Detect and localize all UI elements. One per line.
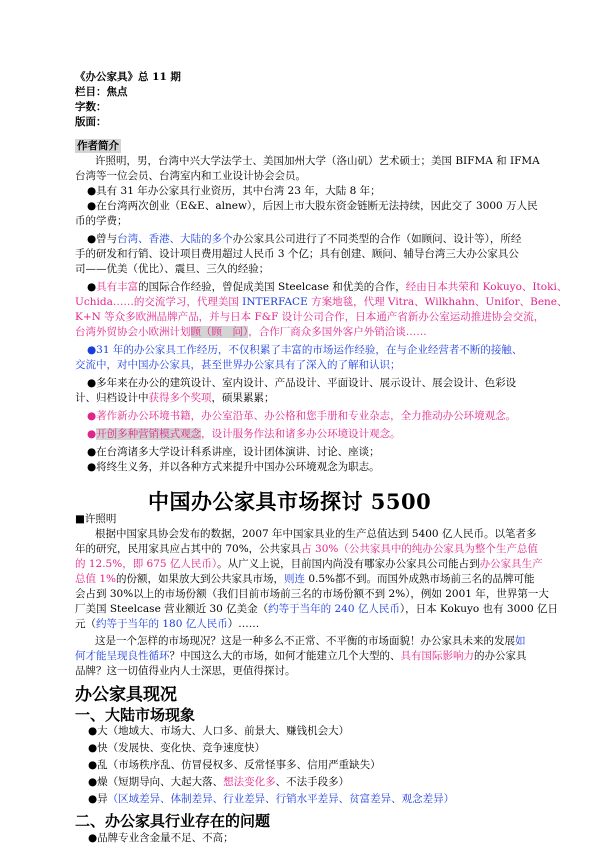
paragraph-line: 这是一个怎样的市场现况？这是一种多么不正常、不平衡的市场面貌！办公家具未来的发展如 xyxy=(95,635,526,647)
market-item: ●大（地域大、市场大、人口多、前景大、赚钱机会大） xyxy=(88,725,350,737)
bio-item: ●具有 31 年办公家具行业资历，其中台湾 23 年，大陆 8 年； xyxy=(87,185,381,197)
section-heading: 办公家具现况 xyxy=(75,685,177,705)
bio-item: ●开创多种营销模式观念，设计服务作法和诸多办公环境设计观念。 xyxy=(87,428,401,440)
bio-item-cont: K+N 等众多欧洲品牌产品，并与日本 F&F 设计公司合作，日本通产省新办公室运动推进协会交流， xyxy=(75,311,545,323)
bullet-icon: ● xyxy=(87,446,97,458)
problem-item: ●品牌专业含金量不足、不高； xyxy=(88,832,234,844)
bio-item-cont: 计、归档设计中获得多个奖项，硕果累累； xyxy=(75,392,275,404)
bio-item: ●著作新办公环境书籍，办公室沿革、办公格和您手册和专业杂志，全力推动办公环境观念。 xyxy=(87,410,517,422)
bio-item: ●在台湾两次创业（E&E、alnew），后因上市大股东资金链断无法持续，因此交了 3000 万人民 xyxy=(87,200,538,212)
bio-item-cont: 司——优美（优比）、震旦、三久的经验； xyxy=(75,263,270,275)
bullet-icon: ● xyxy=(88,759,98,771)
bio-item: ●具有丰富的国际合作经验，曾促成美国 Steelcase 和优美的合作，经由日本共荣和 Kokuyo、Itoki、 xyxy=(87,281,568,293)
issue-label: 《办公家具》总 11 期 xyxy=(75,71,181,83)
bullet-icon: ● xyxy=(87,281,97,293)
market-item: ●异（区域差异、体制差异、行业差异、行销水平差异、贫富差异、观念差异） xyxy=(88,793,455,805)
bio-heading: 作者简介 xyxy=(77,140,119,152)
bullet-icon: ● xyxy=(87,410,97,422)
bio-item: ●曾与台湾、香港、大陆的多个办公家具公司进行了不同类型的合作（如顾问、设计等），所经 xyxy=(87,233,522,245)
layout-label: 版面： xyxy=(75,116,107,128)
bio-item-cont: 交流中，对中国办公家具，甚至世界办公家具有了深入的了解和认识； xyxy=(75,359,401,371)
bio-item-cont: 手的研发和行销、设计项目费用超过人民币 3 个亿；具有创建、顾问、辅导台湾三大办公家具公 xyxy=(75,248,519,260)
bullet-icon: ● xyxy=(88,742,98,754)
paragraph-line: 厂美国 Steelcase 营业额近 30 亿美金（约等于当年的 240 亿人民币），日本 Kokuyo 也有 3000 亿日 xyxy=(75,603,558,615)
bio-item-cont: 台湾外贸协会小欧洲计划顾（顾 问），合作厂商众多国外客户外销洽谈…… xyxy=(75,326,427,338)
bullet-icon: ● xyxy=(87,428,97,440)
paragraph-line: 根据中国家具协会发布的数据，2007 年中国家具业的生产总值达到 5400 亿人民币。以笔者多 xyxy=(95,528,537,540)
bio-item: ●将终生义务，并以各种方式来提升中国办公环境观念为职志。 xyxy=(87,461,380,473)
paragraph-line: 的 12.5%，即 675 亿人民币）。从广义上说，目前国内尚没有哪家办公家具公司能占到办公家具生产 xyxy=(75,558,543,570)
bullet-icon: ● xyxy=(88,793,98,805)
bullet-icon: ● xyxy=(88,776,98,788)
market-item: ●快（发展快、变化快、竞争速度快） xyxy=(88,742,266,754)
paragraph-line: 年的研究，民用家具应占其中的 70%，公共家具占 30%（公共家具中的纯办公家具为整个生产总值 xyxy=(75,543,538,555)
subsection-heading: 一、大陆市场现象 xyxy=(75,706,196,724)
bullet-icon: ● xyxy=(87,200,97,212)
bullet-icon: ● xyxy=(88,832,98,844)
article-title: 中国办公家具市场探讨 5500 xyxy=(148,489,432,514)
bio-intro-line-1: 许照明，男，台湾中兴大学法学士、美国加州大学（洛山矶）艺术硕士；美国 BIFMA 和 IFMA xyxy=(95,155,540,167)
paragraph-line: 品牌？这一切值得业内人士深思，更值得探讨。 xyxy=(75,665,296,677)
paragraph-line: 元（约等于当年的 180 亿人民币）…… xyxy=(75,618,260,630)
article-author: ■许照明 xyxy=(75,513,117,525)
bio-item-cont: 币的学费； xyxy=(75,215,128,227)
paragraph-line: 何才能呈现良性循环？中国这么大的市场，如何才能建立几个大型的、具有国际影响力的办公家具 xyxy=(75,650,527,662)
paragraph-line: 会占到 30%以上的市场份额（我们目前市场前三名的市场份额不到 2%），例如 2001 年，世界第一大 xyxy=(75,588,549,600)
bullet-icon: ● xyxy=(87,344,97,356)
market-item: ●乱（市场秩序乱、仿冒侵权多、反常怪事多、信用严重缺失） xyxy=(88,759,381,771)
bullet-icon: ● xyxy=(88,725,98,737)
paragraph-line: 总值 1%的份额，如果放大到公共家具市场，则连 0.5%都不到。而国外成熟市场前三名的品牌可能 xyxy=(75,573,535,585)
bio-item-cont: Uchida……的交流学习，代理美国 INTERFACE 方案地毯，代理 Vitra、Wilkhahn、Unifor、Bene、 xyxy=(75,296,568,308)
market-item: ●燥（短期导向、大起大落、想法变化多、不法手段多） xyxy=(88,776,350,788)
column-label: 栏目：焦点 xyxy=(75,86,128,98)
bio-intro-line-2: 台湾等一位会员、台湾室内和工业设计协会会员。 xyxy=(75,170,306,182)
bio-item: ●31 年的办公家具工作经历，不仅积累了丰富的市场运作经验，在与企业经营者不断的接触、 xyxy=(87,344,523,356)
subsection-heading: 二、办公家具行业存在的问题 xyxy=(75,812,271,830)
bullet-icon: ● xyxy=(87,377,97,389)
bullet-icon: ● xyxy=(87,461,97,473)
bio-item: ●多年来在办公的建筑设计、室内设计、产品设计、平面设计、展示设计、展会设计、色彩设 xyxy=(87,377,517,389)
bio-item: ●在台湾诸多大学设计科系讲座，设计团体演讲、讨论、座谈； xyxy=(87,446,380,458)
bullet-icon: ● xyxy=(87,233,97,245)
bullet-icon: ● xyxy=(87,185,97,197)
word-count-label: 字数： xyxy=(75,101,107,113)
